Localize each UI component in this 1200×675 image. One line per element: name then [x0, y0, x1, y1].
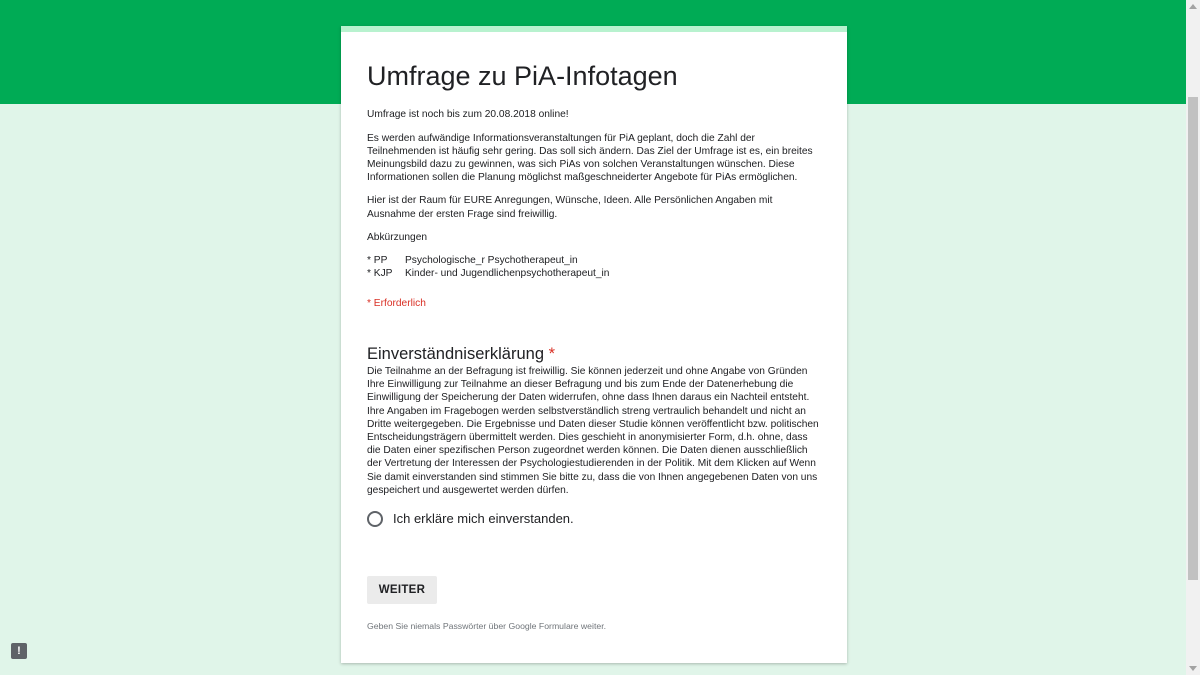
- question-title-text: Einverständniserklärung: [367, 344, 545, 363]
- card-accent-bar: [341, 26, 847, 32]
- abbreviations-list: [367, 254, 821, 280]
- required-note: * Erforderlich: [367, 297, 426, 309]
- abbreviations-heading: Abkürzungen: [367, 231, 428, 243]
- abbreviation-row: [367, 254, 821, 267]
- consent-radio[interactable]: [367, 511, 383, 527]
- abbreviation-value: Kinder- und Jugendlichenpsychotherapeut_in: [405, 267, 610, 279]
- scrollbar[interactable]: [1186, 0, 1200, 675]
- abbreviation-key: * KJP: [367, 267, 393, 279]
- form-title: Umfrage zu PiA-Infotagen: [367, 61, 678, 91]
- abbreviation-row: [367, 267, 821, 280]
- abbreviation-value: Psychologische_r Psychotherapeut_in: [405, 254, 578, 266]
- card-body: [341, 58, 847, 631]
- abbreviation-key: * PP: [367, 254, 388, 266]
- next-button[interactable]: WEITER: [367, 576, 437, 604]
- raum-paragraph: Hier ist der Raum für EURE Anregungen, Wünsche, Ideen. Alle Persönlichen Angaben mit Ausnahme der ersten Frage sind freiwillig.: [367, 195, 773, 220]
- scroll-up-arrow-icon[interactable]: [1189, 4, 1197, 9]
- required-star: *: [548, 344, 556, 363]
- question-title: [367, 344, 821, 364]
- scroll-down-arrow-icon[interactable]: [1189, 666, 1197, 671]
- online-notice: Umfrage ist noch bis zum 20.08.2018 online!: [367, 109, 569, 120]
- report-icon[interactable]: !: [11, 643, 27, 659]
- consent-option-label[interactable]: Ich erkläre mich einverstanden.: [393, 511, 574, 527]
- form-card: [341, 26, 847, 663]
- consent-option[interactable]: [367, 511, 821, 527]
- scrollbar-thumb[interactable]: [1188, 97, 1198, 580]
- intro-paragraph: Es werden aufwändige Informationsveranstaltungen für PiA geplant, doch die Zahl der Teilnehmenden ist häufig sehr gering. Das soll sich ändern. Das Ziel der Umfrage ist es, ein breites Meinungsbild dazu zu gewinnen, was sich PiAs von solchen Veranstaltungen wünschen. Diese Informationen sollen die Planung möglichst maßgeschneiderter Angebote für PiAs ermöglichen.: [367, 133, 813, 184]
- password-warning: Geben Sie niemals Passwörter über Google Formulare weiter.: [367, 620, 607, 631]
- question-description: Die Teilnahme an der Befragung ist freiwillig. Sie können jederzeit und ohne Angabe von Gründen Ihre Einwilligung zur Teilnahme an dieser Befragung und bis zum Ende der Datenerhebung die Einwilligung der Speicherung der Daten widerrufen, ohne dass Ihnen daraus ein Nachteil entsteht. Ihre Angaben im Fragebogen werden selbstverständlich streng vertraulich behandelt und nicht an Dritte weitergegeben. Die Ergebnisse und Daten dieser Studie können veröffentlicht bzw. politischen Entscheidungsträgern übermittelt werden. Dies geschieht in anonymisierter Form, d.h. ohne, dass die Daten einer spezifischen Person zugeordnet werden können. Die Daten dienen ausschließlich der Vertretung der Interessen der Psychologiestudierenden in der Politik. Mit dem Klicken auf Wenn Sie damit einverstanden sind stimmen Sie bitte zu, dass die von Ihnen angegebenen Daten von uns gespeichert und ausgewertet werden dürfen.: [367, 365, 819, 496]
